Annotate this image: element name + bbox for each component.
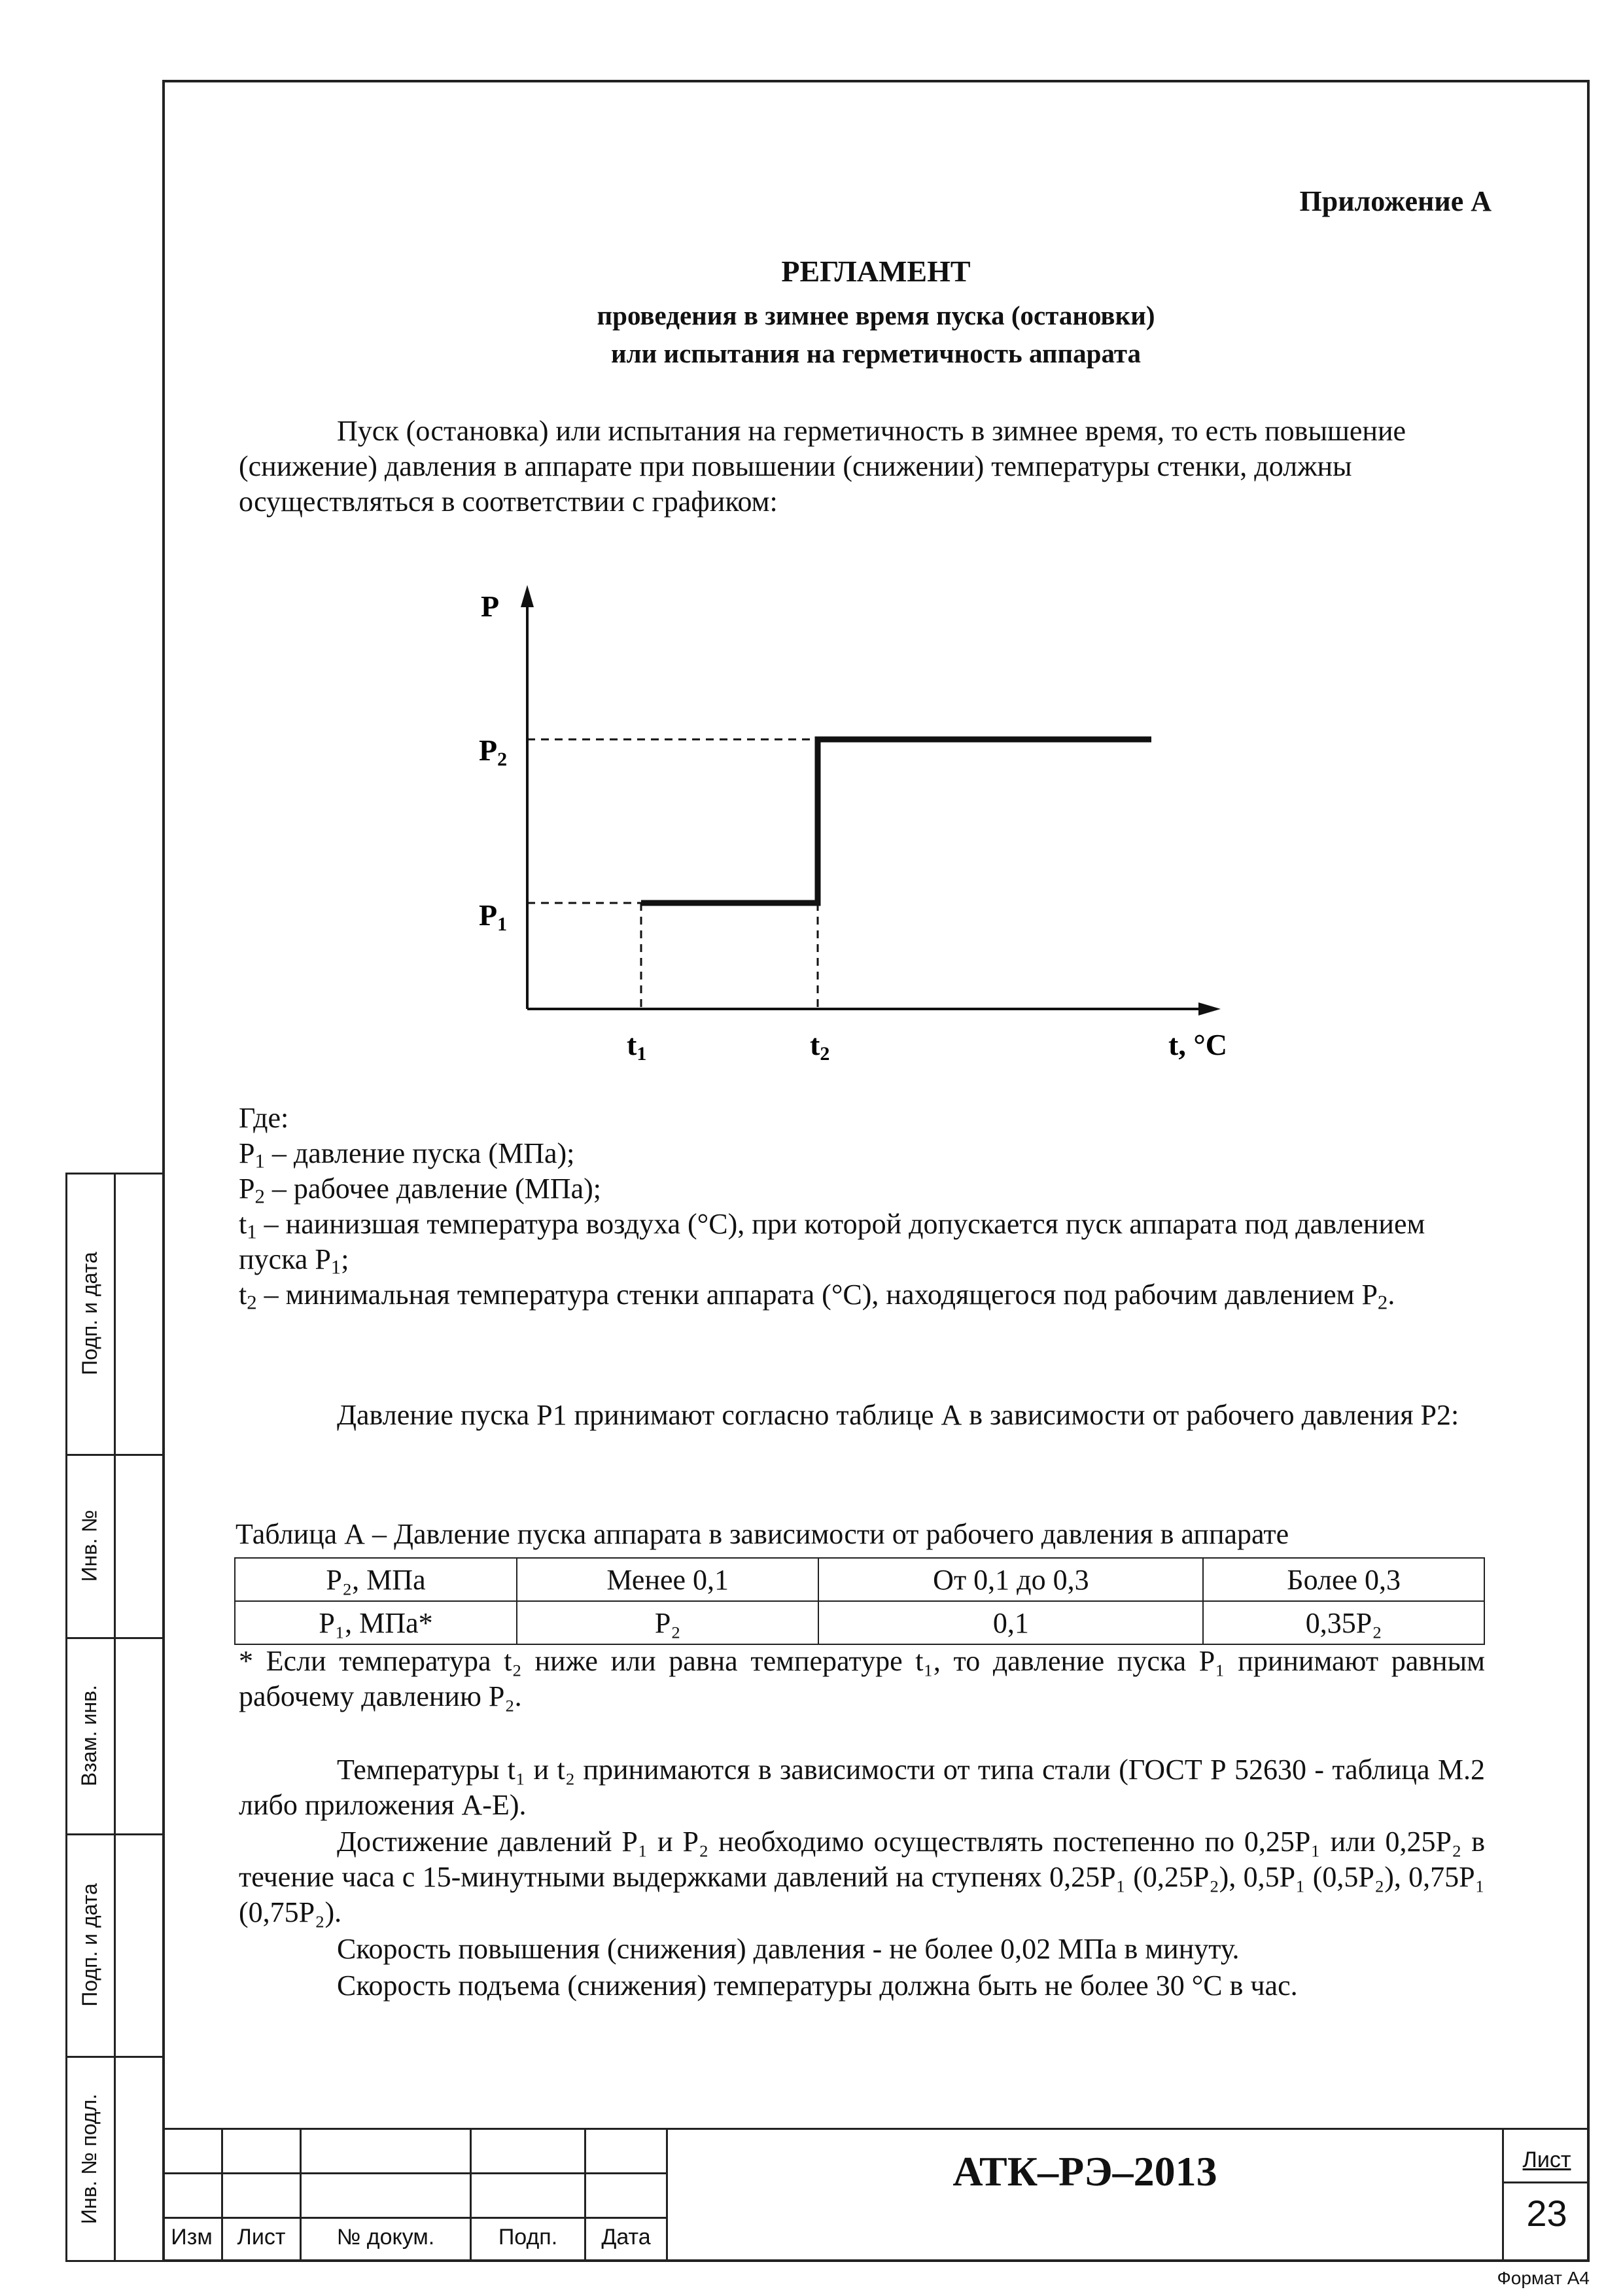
side-label-sign-date-2: Подп. и дата xyxy=(77,1882,101,2007)
col-date: Дата xyxy=(601,2225,651,2250)
table-cell: P₁, МПа* xyxy=(235,1601,517,1644)
paper-format: Формат А4 xyxy=(1497,2268,1590,2288)
pressure-table xyxy=(234,1557,1485,1645)
x-axis-arrow xyxy=(1198,1002,1221,1016)
side-label-orig-inv: Инв. № подл. xyxy=(77,2093,101,2225)
side-label-sign-date-1: Подп. и дата xyxy=(77,1251,101,1375)
table-cell: P₂ xyxy=(517,1601,818,1644)
table-cell: Более 0,3 xyxy=(1203,1558,1484,1601)
x-axis-label: t, °C xyxy=(1168,1028,1227,1061)
side-label-replace-inv: Взам. инв. xyxy=(77,1684,101,1786)
title-block xyxy=(162,2128,1590,2262)
y-axis-label: P xyxy=(481,590,500,623)
table-cell: От 0,1 до 0,3 xyxy=(818,1558,1203,1601)
table-footnote: * Если температура t₂ ниже или равна температуре t₁, то давление пуска P₁ принимают равным рабочему давлению P₂. xyxy=(239,1645,1485,1712)
legend-block xyxy=(239,1101,1485,1313)
y-axis-arrow xyxy=(521,585,534,607)
y-tick-p2: P2 xyxy=(479,733,508,770)
pressure-steps-paragraph: Достижение давлений P₁ и P₂ необходимо осуществлять постепенно по 0,25P₁ или 0,25P₂ в течение часа с 15-минутными выдержками давлений на ступенях 0,25P₁ (0,25P₂), 0,5P₁ (0,5P₂), 0,75P₁ (0,75P₂). xyxy=(239,1826,1485,1928)
document-subtitle-line2: или испытания на герметичность аппарата xyxy=(610,338,1142,368)
side-label-inv-no: Инв. № xyxy=(77,1510,101,1581)
sheet-number: 23 xyxy=(1526,2193,1567,2234)
table-cell: 0,35P₂ xyxy=(1203,1601,1484,1644)
legend-p2: $P_2$ – рабочее давление (МПа); xyxy=(239,1173,602,1208)
temperatures-paragraph: Температуры t₁ и t₂ принимаются в зависимости от типа стали (ГОСТ Р 52630 - таблица М.2 либо приложения А-Е). xyxy=(239,1754,1485,1821)
y-tick-p1: P1 xyxy=(479,898,508,935)
table-caption: Таблица А – Давление пуска аппарата в зависимости от рабочего давления в аппарате xyxy=(236,1518,1289,1550)
legend-where: Где: xyxy=(239,1102,289,1134)
table-cell: Менее 0,1 xyxy=(517,1558,818,1601)
appendix-label: Приложение А xyxy=(1299,185,1492,217)
document-subtitle-line1: проведения в зимнее время пуска (остановки) xyxy=(597,300,1155,330)
document-title: РЕГЛАМЕНТ xyxy=(781,255,971,288)
table-row xyxy=(235,1558,1484,1601)
temperature-rate-paragraph: Скорость подъема (снижения) температуры должна быть не более 30 °С в час. xyxy=(337,1969,1298,2002)
side-stamp-divider xyxy=(114,1173,116,2262)
step-line xyxy=(641,739,1151,903)
x-tick-t2: t2 xyxy=(810,1028,830,1065)
document-designation: АТК–РЭ–2013 xyxy=(952,2148,1217,2195)
col-change: Изм xyxy=(171,2225,213,2250)
legend-t1: $t_1$ – наинизшая температура воздуха (°С), при которой допускается пуск аппарата под давлением пуска $P_1$; xyxy=(239,1208,1425,1279)
col-signature: Подп. xyxy=(498,2225,558,2250)
col-doc-no: № докум. xyxy=(336,2225,435,2250)
table-cell: 0,1 xyxy=(818,1601,1203,1644)
legend-p1: $P_1$ – давление пуска (МПа); xyxy=(239,1137,575,1173)
intro-paragraph: Пуск (остановка) или испытания на герметичность в зимнее время, то есть повышение (снижение) давления в аппарате при повышении (снижении) температуры стенки, должны осуществляться в соответствии с графиком: xyxy=(239,415,1406,518)
step-chart xyxy=(0,0,1623,1112)
table-row xyxy=(235,1601,1484,1644)
table-intro-paragraph: Давление пуска P1 принимают согласно таблице А в зависимости от рабочего давления P2: xyxy=(337,1399,1459,1431)
table-cell: P₂, МПа xyxy=(235,1558,517,1601)
x-tick-t1: t1 xyxy=(627,1028,647,1065)
legend-t2: $t_2$ – минимальная температура стенки аппарата (°С), находящегося под рабочим давлением $P_2$. xyxy=(239,1279,1395,1314)
pressure-rate-paragraph: Скорость повышения (снижения) давления - не более 0,02 МПа в минуту. xyxy=(337,1933,1240,1965)
sheet-label: Лист xyxy=(1522,2147,1571,2172)
col-sheet: Лист xyxy=(237,2225,286,2250)
